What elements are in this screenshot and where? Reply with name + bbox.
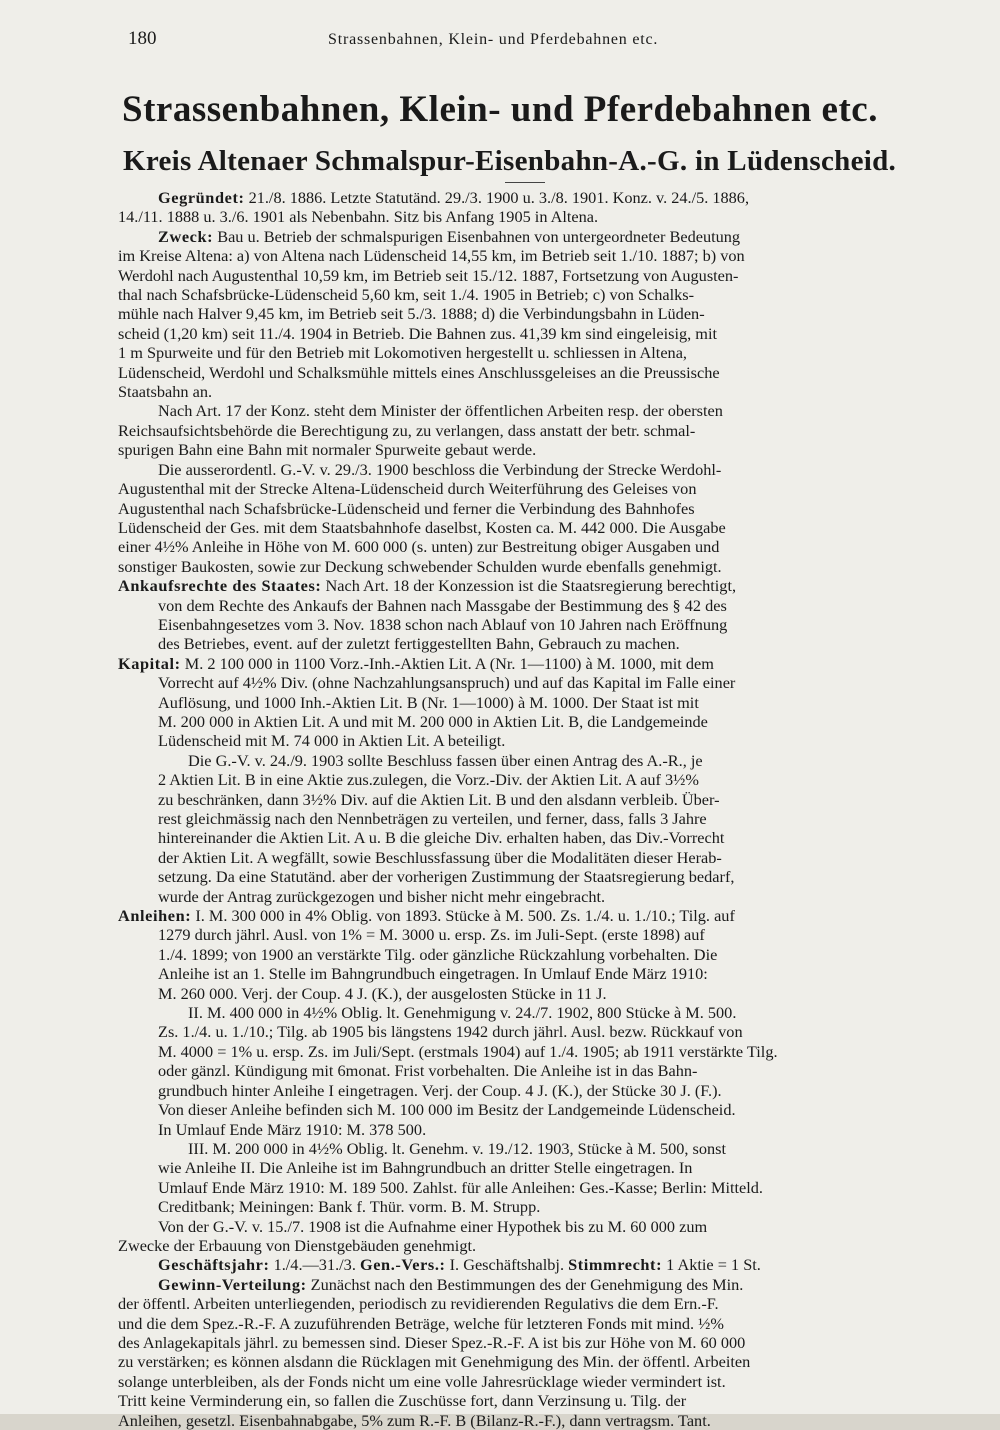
text-line [118, 654, 978, 673]
label-zweck: Zweck: [158, 226, 214, 246]
text-line [118, 906, 978, 925]
label-gewinn-verteilung: Gewinn-Verteilung: [158, 1274, 307, 1294]
text-line: Vorrecht auf 4½% Div. (ohne Nachzahlungsanspruch) und auf das Kapital im Falle einer [158, 673, 736, 693]
text-line: Staatsbahn an. [118, 382, 213, 402]
page-header [128, 28, 940, 52]
text-line: wie Anleihe II. Die Anleihe ist im Bahngrundbuch an dritter Stelle eingetragen. In [158, 1158, 693, 1178]
section-title: Strassenbahnen, Klein- und Pferdebahnen etc. [122, 89, 878, 130]
running-head: Strassenbahnen, Klein- und Pferdebahnen etc. [328, 31, 659, 48]
text-line: III. M. 200 000 in 4½% Oblig. lt. Genehm. v. 19./12. 1903, Stücke à M. 500, sonst [188, 1138, 726, 1158]
label-anleihen: Anleihen: [118, 906, 192, 926]
label-gegruendet: Gegründet: [158, 188, 245, 207]
text-line: spurigen Bahn eine Bahn mit normaler Spurweite gebaut werde. [118, 440, 537, 460]
text-line: einer 4½% Anleihe in Höhe von M. 600 000 (s. unten) zur Bestreitung obiger Ausgaben und [118, 537, 720, 557]
line-text: I. M. 300 000 in 4% Oblig. von 1893. Stücke à M. 500. Zs. 1./4. u. 1./10.; Tilg. auf [191, 906, 735, 926]
text-line: 14./11. 1888 u. 3./6. 1901 als Nebenbahn. Sitz bis Anfang 1905 in Altena. [118, 207, 599, 227]
line-text: Nach Art. 18 der Konzession ist die Staatsregierung berechtigt, [321, 576, 737, 596]
text-line: wurde der Antrag zurückgezogen und bisher nicht mehr eingebracht. [158, 886, 606, 906]
company-title: Kreis Altenaer Schmalspur-Eisenbahn-A.-G. in Lüdenscheid. [123, 145, 897, 177]
label-kapital: Kapital: [118, 653, 181, 673]
text-line: rest gleichmässig nach den Nennbeträgen zu verteilen, und ferner, dass, falls 3 Jahre [158, 809, 707, 828]
body-text [118, 188, 978, 1430]
text-line [118, 576, 978, 595]
text-line: sonstiger Baukosten, sowie zur Deckung schwebender Schulden wurde ebenfalls genehmigt. [118, 556, 722, 576]
text-line: und die dem Spez.-R.-F. A zuzuführenden Beträge, welche für letzteren Fonds mit mind. ½% [118, 1313, 724, 1333]
line-text: I. Geschäftshalbj. [445, 1255, 569, 1275]
label-geschaeftsjahr: Geschäftsjahr: [158, 1255, 270, 1275]
text-line: Lüdenscheid, Werdohl und Schalksmühle mittels eines Anschlussgeleises an die Preussische [118, 362, 720, 382]
text-line: Auflösung, und 1000 Inh.-Aktien Lit. B (Nr. 1—1000) à M. 1000. Der Staat ist mit [158, 692, 699, 712]
text-line: 2 Aktien Lit. B in eine Aktie zus.zulegen, die Vorz.-Div. der Aktien Lit. A auf 3½% [158, 770, 699, 790]
text-line: Anleihen, gesetzl. Eisenbahnabgabe, 5% zum R.-F. B (Bilanz-R.-F.), dann vertragsm. Tant. [118, 1410, 711, 1430]
text-line: der öffentl. Arbeiten unterliegenden, periodisch zu revidierenden Regulativs die dem Ern.-F. [118, 1294, 719, 1314]
text-line: zu verstärken; es können alsdann die Rücklagen mit Genehmigung des Min. der öffentl. Arbeiten [118, 1352, 751, 1372]
text-line: mühle nach Halver 9,45 km, im Betrieb seit 5./3. 1888; d) die Verbindungsbahn in Lüden- [118, 304, 705, 324]
text-line: 1./4. 1899; von 1900 an verstärkte Tilg. oder gänzliche Rückzahlung vorbehalten. Die [158, 944, 718, 964]
text-line: Von der G.-V. v. 15./7. 1908 ist die Aufnahme einer Hypothek bis zu M. 60 000 zum [158, 1216, 708, 1236]
text-line [118, 1275, 978, 1294]
label-stimmrecht: Stimmrecht: [568, 1255, 663, 1275]
text-line [118, 188, 978, 207]
text-line: 1279 durch jährl. Ausl. von 1% = M. 3000 u. ersp. Zs. im Juli-Sept. (erste 1898) auf [158, 925, 705, 945]
line-text: 1./4.—31./3. [269, 1255, 360, 1275]
text-line: M. 200 000 in Aktien Lit. A und mit M. 200 000 in Aktien Lit. B, die Landgemeinde [158, 711, 708, 731]
text-line: im Kreise Altena: a) von Altena nach Lüdenscheid 14,55 km, im Betrieb seit 1./10. 1887; b) von [118, 246, 745, 266]
text-line: hintereinander die Aktien Lit. A u. B die gleiche Div. erhalten haben, das Div.-Vorrecht [158, 828, 725, 848]
text-line: des Anlagekapitals jährl. zu bemessen sind. Dieser Spez.-R.-F. A ist bis zur Höhe von M. 60 000 [118, 1332, 746, 1352]
text-line: der Aktien Lit. A wegfällt, sowie Beschlussfassung über die Modalitäten dieser Herab- [158, 847, 722, 867]
page-number: 180 [128, 28, 157, 49]
text-line: grundbuch hinter Anleihe I eingetragen. Verj. der Coup. 4 J. (K.), der Stücke 30 J. (F.). [158, 1080, 722, 1100]
text-line: Lüdenscheid mit M. 74 000 in Aktien Lit. A beteiligt. [158, 731, 506, 751]
text-line: M. 4000 = 1% u. ersp. Zs. im Juli/Sept. (erstmals 1904) auf 1./4. 1905; ab 1911 verstärkte Tilg. [158, 1041, 778, 1061]
text-line: II. M. 400 000 in 4½% Oblig. lt. Genehmigung v. 24./7. 1902, 800 Stücke à M. 500. [188, 1003, 737, 1023]
text-line: Zs. 1./4. u. 1./10.; Tilg. ab 1905 bis längstens 1942 durch jährl. Ausl. bezw. Rückkauf von [158, 1022, 743, 1042]
text-line: solange unterbleiben, als der Fonds nicht um eine volle Jahresrücklage wieder vermindert ist. [118, 1371, 726, 1391]
text-line: des Betriebes, event. auf der zuletzt fertiggestellten Bahn, Gebrauch zu machen. [158, 634, 680, 654]
text-line: Eisenbahngesetzes vom 3. Nov. 1838 schon nach Ablauf von 10 Jahren nach Eröffnung [158, 614, 728, 634]
text-line: Zwecke der Erbauung von Dienstgebäuden genehmigt. [118, 1235, 477, 1255]
text-line: Nach Art. 17 der Konz. steht dem Minister der öffentlichen Arbeiten resp. der obersten [158, 401, 723, 421]
line-text: Zunächst nach den Bestimmungen des der Genehmigung des Min. [306, 1274, 744, 1294]
text-line: setzung. Da eine Statutänd. aber der vorherigen Zustimmung der Staatsregierung bedarf, [158, 867, 735, 887]
text-line: Lüdenscheid der Ges. mit dem Staatsbahnhofe daselbst, Kosten ca. M. 442 000. Die Ausgabe [118, 517, 726, 537]
text-line: 1 m Spurweite und für den Betrieb mit Lokomotiven hergestellt u. schliessen in Altena, [118, 343, 687, 363]
label-ankaufsrechte: Ankaufsrechte des Staates: [118, 576, 322, 596]
line-text: 1 Aktie = 1 St. [662, 1255, 761, 1275]
line-text: Bau u. Betrieb der schmalspurigen Eisenbahnen von untergeordneter Bedeutung [213, 226, 741, 246]
label-gen-vers: Gen.-Vers.: [359, 1255, 446, 1275]
text-line: Werdohl nach Augustenthal 10,59 km, im Betrieb seit 15./12. 1887, Fortsetzung von Augusten- [118, 265, 739, 285]
text-line: Umlauf Ende März 1910: M. 189 500. Zahlst. für alle Anleihen: Ges.-Kasse; Berlin: Mitteld. [158, 1177, 763, 1197]
text-line: Creditbank; Meiningen: Bank f. Thür. vorm. B. M. Strupp. [158, 1197, 541, 1217]
text-line: Die ausserordentl. G.-V. v. 29./3. 1900 beschloss die Verbindung der Strecke Werdohl- [158, 459, 722, 479]
text-line: M. 260 000. Verj. der Coup. 4 J. (K.), der ausgelosten Stücke in 11 J. [158, 983, 607, 1003]
text-line: Tritt keine Verminderung ein, so fallen die Zuschüsse fort, dann Verzinsung u. Tilg. der [118, 1391, 687, 1411]
text-line [118, 1255, 978, 1274]
text-line: thal nach Schafsbrücke-Lüdenscheid 5,60 km, seit 1./4. 1905 in Betrieb; c) von Schalks- [118, 285, 695, 305]
text-line: In Umlauf Ende März 1910: M. 378 500. [158, 1119, 427, 1139]
text-line: oder gänzl. Kündigung mit 6monat. Frist vorbehalten. Die Anleihe ist in das Bahn- [158, 1061, 698, 1081]
text-line: Von dieser Anleihe befinden sich M. 100 000 im Besitz der Landgemeinde Lüdenscheid. [158, 1100, 736, 1120]
text-line: zu beschränken, dann 3½% Div. auf die Aktien Lit. B und den alsdann verbleib. Über- [158, 789, 720, 809]
text-line: von dem Rechte des Ankaufs der Bahnen nach Massgabe der Bestimmung des § 42 des [158, 595, 727, 615]
text-line: scheid (1,20 km) seit 11./4. 1904 in Betrieb. Die Bahnen zus. 41,39 km sind eingeleisig, mit [118, 323, 718, 343]
text-line: Augustenthal mit der Strecke Altena-Lüdenscheid durch Weiterführung des Geleises von [118, 479, 697, 499]
text-line: Reichsaufsichtsbehörde die Berechtigung zu, zu verlangen, dass anstatt der betr. schmal- [118, 420, 696, 440]
line-text: M. 2 100 000 in 1100 Vorz.-Inh.-Aktien Lit. A (Nr. 1—1100) à M. 1000, mit dem [180, 653, 714, 673]
text-line: Die G.-V. v. 24./9. 1903 sollte Beschluss fassen über einen Antrag des A.-R., je [188, 750, 703, 770]
line-text: 21./8. 1886. Letzte Statutänd. 29./3. 1900 u. 3./8. 1901. Konz. v. 24./5. 1886, [244, 188, 750, 207]
text-line: Anleihe ist an 1. Stelle im Bahngrundbuch eingetragen. In Umlauf Ende März 1910: [158, 964, 708, 984]
text-line: Augustenthal nach Schafsbrücke-Lüdenscheid und ferner die Verbindung des Bahnhofes [118, 498, 695, 518]
text-line [118, 227, 978, 246]
title-rule [505, 182, 545, 183]
